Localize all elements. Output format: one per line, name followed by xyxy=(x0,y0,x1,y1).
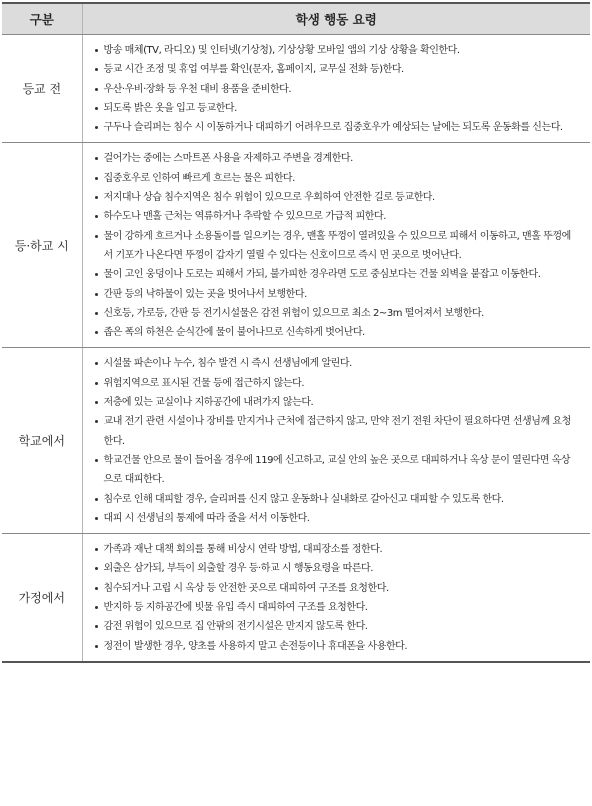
section-label: 등교 전 xyxy=(2,35,82,143)
section-label: 등·하교 시 xyxy=(2,143,82,348)
header-row xyxy=(2,3,590,35)
list-item: 학교건물 안으로 물이 들어올 경우에 119에 신고하고, 교실 안의 높은 곳으로 대피하거나 옥상 문이 열린다면 옥상으로 대피한다. xyxy=(93,451,579,490)
list-item: 간판 등의 낙하물이 있는 곳을 벗어나서 보행한다. xyxy=(93,285,579,304)
section-label: 가정에서 xyxy=(2,534,82,662)
list-item: 정전이 발생한 경우, 양초를 사용하지 말고 손전등이나 휴대폰을 사용한다. xyxy=(93,637,579,656)
list-item: 되도록 밝은 옷을 입고 등교한다. xyxy=(93,99,579,118)
list-item: 구두나 슬리퍼는 침수 시 이동하거나 대피하기 어려우므로 집중호우가 예상되는 날에는 되도록 운동화를 신는다. xyxy=(93,118,579,137)
list-item: 좁은 폭의 하천은 순식간에 물이 불어나므로 신속하게 벗어난다. xyxy=(93,323,579,342)
list-item: 저층에 있는 교실이나 지하공간에 내려가지 않는다. xyxy=(93,393,579,412)
list-item: 저지대나 상습 침수지역은 침수 위험이 있으므로 우회하여 안전한 길로 등교한다. xyxy=(93,188,579,207)
section-row-at-school xyxy=(2,348,590,534)
list-item: 물이 강하게 흐르거나 소용돌이를 일으키는 경우, 맨홀 뚜껑이 열려있을 수 있으므로 피해서 이동하고, 맨홀 뚜껑에서 기포가 나온다면 뚜껑이 갑자기 열릴 수 있다는 신호이므로 즉시 먼 곳으로 벗어난다. xyxy=(93,227,579,266)
list-item: 걸어가는 중에는 스마트폰 사용을 자제하고 주변을 경계한다. xyxy=(93,149,579,168)
guideline-table xyxy=(2,2,590,663)
list-item: 침수되거나 고립 시 옥상 등 안전한 곳으로 대피하여 구조를 요청한다. xyxy=(93,579,579,598)
section-row-commute xyxy=(2,143,590,348)
list-item: 등교 시간 조정 및 휴업 여부를 확인(문자, 홈페이지, 교무실 전화 등)한다. xyxy=(93,60,579,79)
list-item: 교내 전기 관련 시설이나 장비를 만지거나 근처에 접근하지 않고, 만약 전기 전원 차단이 필요하다면 선생님께 요청한다. xyxy=(93,412,579,451)
list-item: 반지하 등 지하공간에 빗물 유입 즉시 대피하여 구조를 요청한다. xyxy=(93,598,579,617)
section-items xyxy=(82,143,590,348)
content-header: 학생 행동 요령 xyxy=(82,3,590,35)
section-items xyxy=(82,35,590,143)
list-item: 집중호우로 인하여 빠르게 흐르는 물은 피한다. xyxy=(93,169,579,188)
section-row-before-school xyxy=(2,35,590,143)
list-item: 물이 고인 웅덩이나 도로는 피해서 가되, 불가피한 경우라면 도로 중심보다는 건물 외벽을 붙잡고 이동한다. xyxy=(93,265,579,284)
category-header: 구분 xyxy=(2,3,82,35)
list-item: 방송 매체(TV, 라디오) 및 인터넷(기상청), 기상상황 모바일 앱의 기상 상황을 확인한다. xyxy=(93,41,579,60)
list-item: 우산·우비·장화 등 우천 대비 용품을 준비한다. xyxy=(93,80,579,99)
section-items xyxy=(82,348,590,534)
list-item: 침수로 인해 대피할 경우, 슬리퍼를 신지 않고 운동화나 실내화로 갈아신고 대피할 수 있도록 한다. xyxy=(93,490,579,509)
list-item: 가족과 재난 대책 회의를 통해 비상시 연락 방법, 대피장소를 정한다. xyxy=(93,540,579,559)
list-item: 신호등, 가로등, 간판 등 전기시설물은 감전 위험이 있으므로 최소 2~3m 떨어져서 보행한다. xyxy=(93,304,579,323)
list-item: 시설물 파손이나 누수, 침수 발견 시 즉시 선생님에게 알린다. xyxy=(93,354,579,373)
list-item: 대피 시 선생님의 통제에 따라 줄을 서서 이동한다. xyxy=(93,509,579,528)
section-items xyxy=(82,534,590,662)
list-item: 하수도나 맨홀 근처는 역류하거나 추락할 수 있으므로 가급적 피한다. xyxy=(93,207,579,226)
section-label: 학교에서 xyxy=(2,348,82,534)
section-row-at-home xyxy=(2,534,590,662)
list-item: 위험지역으로 표시된 건물 등에 접근하지 않는다. xyxy=(93,374,579,393)
list-item: 외출은 삼가되, 부득이 외출할 경우 등·하교 시 행동요령을 따른다. xyxy=(93,559,579,578)
list-item: 감전 위험이 있으므로 집 안팎의 전기시설은 만지지 않도록 한다. xyxy=(93,617,579,636)
